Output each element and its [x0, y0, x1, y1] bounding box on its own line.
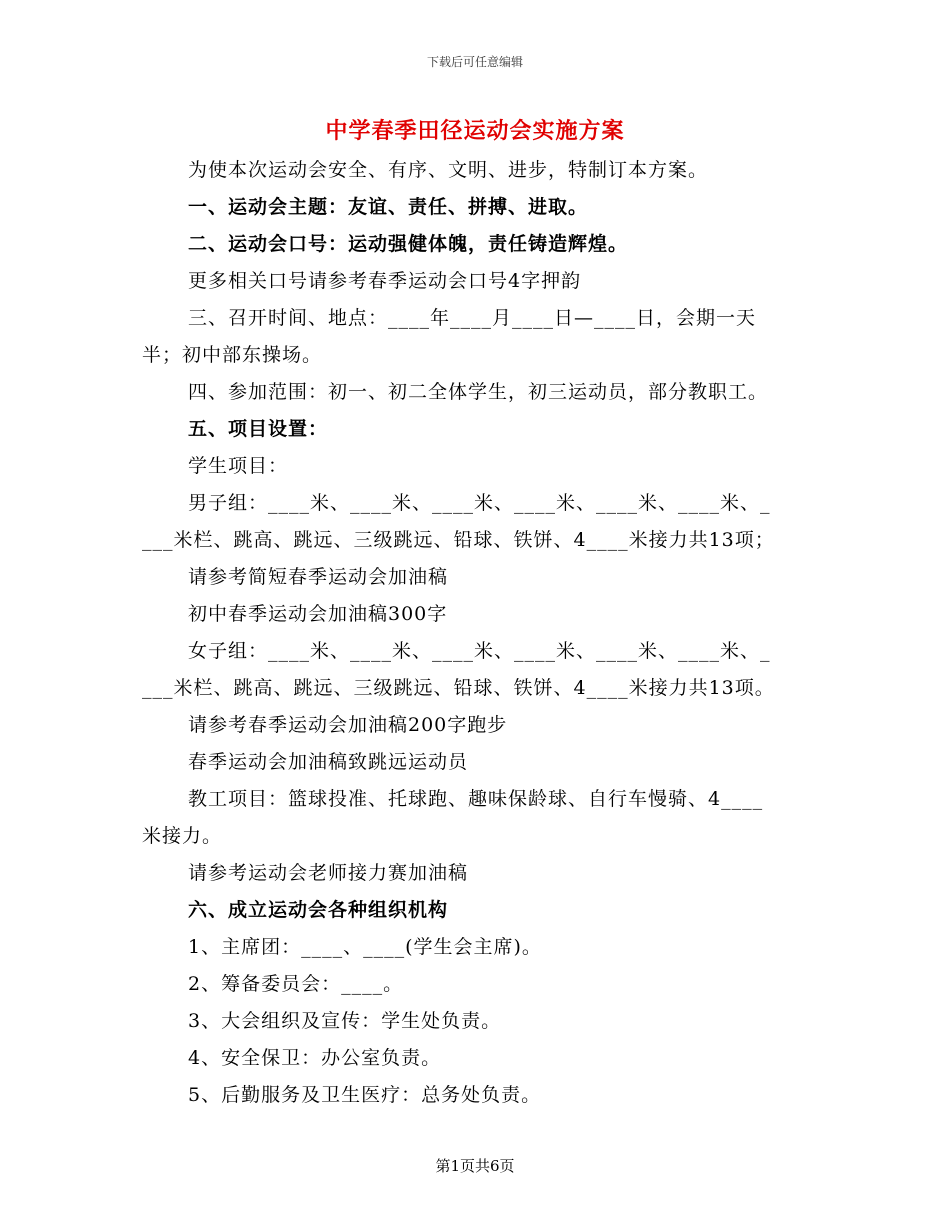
reference-line: 请参考简短春季运动会加油稿 — [188, 566, 449, 588]
intro-paragraph: 为使本次运动会安全、有序、文明、进步，特制订本方案。 — [188, 159, 709, 181]
page-header-note: 下载后可任意编辑 — [426, 55, 523, 69]
section-scope: 四、参加范围：初一、初二全体学生，初三运动员，部分教职工。 — [188, 381, 769, 403]
reference-line: 请参考春季运动会加油稿200字跑步 — [188, 714, 508, 736]
section-slogan: 二、运动会口号：运动强健体魄，责任铸造辉煌。 — [188, 233, 629, 255]
document-body — [142, 152, 822, 1114]
staff-events-cont: 米接力。 — [142, 825, 223, 847]
org-item-logistics: 5、后勤服务及卫生医疗：总务处负责。 — [188, 1084, 542, 1106]
org-item-preparatory: 2、筹备委员会：____。 — [188, 973, 404, 995]
reference-line: 春季运动会加油稿致跳远运动员 — [188, 751, 469, 773]
page-number: 第1页共6页 — [435, 1157, 515, 1175]
student-events-label: 学生项目： — [188, 455, 289, 477]
female-events: 女子组：____米、____米、____米、____米、____米、____米、_ — [188, 640, 771, 662]
female-events-cont: ___米栏、跳高、跳远、三级跳远、铅球、铁饼、4____米接力共13项。 — [142, 677, 775, 699]
reference-line: 请参考运动会老师接力赛加油稿 — [188, 862, 469, 884]
document-title: 中学春季田径运动会实施方案 — [325, 118, 625, 144]
section-time-place: 三、召开时间、地点：____年____月____日—____日，会期一天 — [188, 307, 757, 329]
section-theme: 一、运动会主题：友谊、责任、拼搏、进取。 — [188, 196, 589, 218]
org-item-presidium: 1、主席团：____、____(学生会主席)。 — [188, 936, 542, 958]
reference-line: 初中春季运动会加油稿300字 — [188, 603, 448, 625]
section-events-heading: 五、项目设置： — [188, 418, 329, 440]
section-time-place-cont: 半；初中部东操场。 — [142, 344, 323, 366]
male-events-cont: ___米栏、跳高、跳远、三级跳远、铅球、铁饼、4____米接力共13项； — [142, 529, 775, 551]
staff-events: 教工项目：篮球投准、托球跑、趣味保龄球、自行车慢骑、4____ — [188, 788, 764, 810]
slogan-reference: 更多相关口号请参考春季运动会口号4字押韵 — [188, 270, 582, 292]
org-item-security: 4、安全保卫：办公室负责。 — [188, 1047, 442, 1069]
male-events: 男子组：____米、____米、____米、____米、____米、____米、_ — [188, 492, 771, 514]
section-organization-heading: 六、成立运动会各种组织机构 — [188, 899, 449, 921]
org-item-publicity: 3、大会组织及宣传：学生处负责。 — [188, 1010, 502, 1032]
